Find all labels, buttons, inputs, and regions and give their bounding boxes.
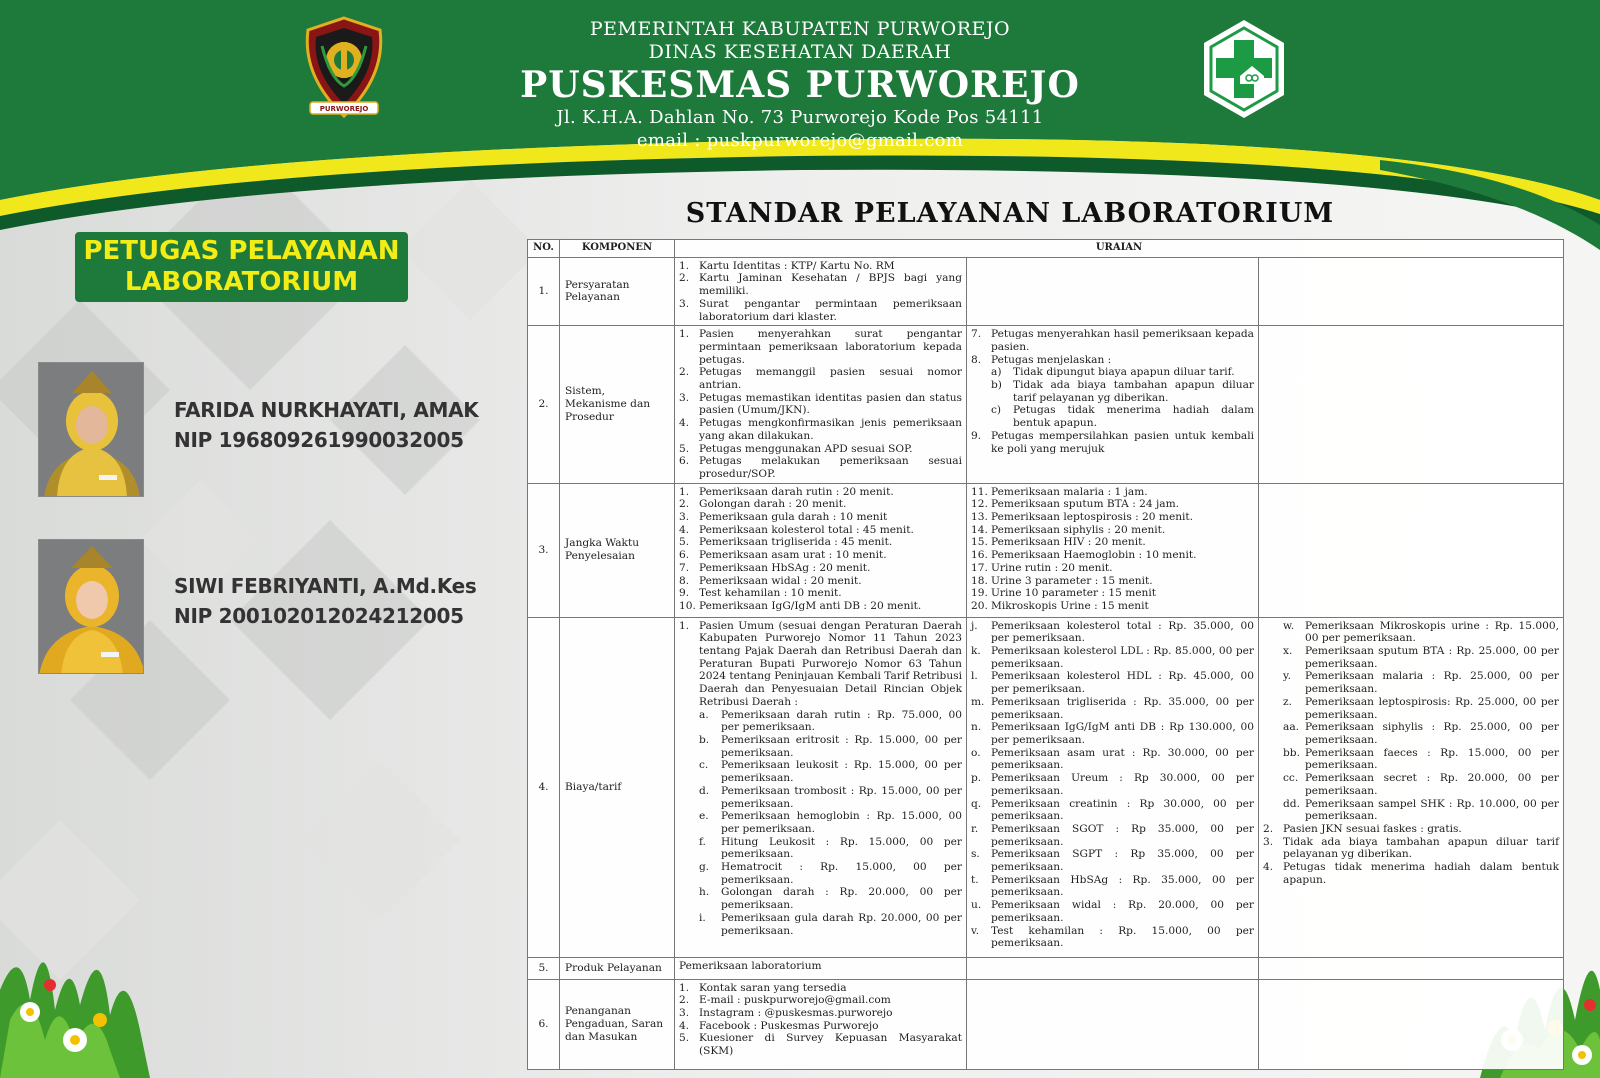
row-detail bbox=[967, 483, 1259, 617]
list-marker: j. bbox=[971, 619, 978, 632]
list-marker: w. bbox=[1283, 619, 1295, 632]
list-item bbox=[971, 772, 1254, 797]
row-number: 6. bbox=[528, 979, 560, 1069]
list-item bbox=[971, 511, 1254, 524]
row-detail-empty bbox=[1259, 257, 1564, 326]
list-marker: a) bbox=[991, 366, 1002, 379]
list-text: E-mail : puskpurworejo@gmail.com bbox=[699, 994, 891, 1007]
list-marker: 4. bbox=[679, 523, 690, 536]
list-text: Pemeriksaan sampel SHK : Rp. 10.000, 00 per pemeriksaan. bbox=[1305, 797, 1559, 823]
table-row bbox=[528, 957, 1564, 979]
row-component: Biaya/tarif bbox=[560, 617, 675, 957]
list-text: Urine rutin : 20 menit. bbox=[991, 561, 1113, 574]
list-item bbox=[971, 562, 1254, 575]
header-email: email : puskpurworejo@gmail.com bbox=[636, 130, 964, 151]
list-text: Pemeriksaan hemoglobin : Rp. 15.000, 00 per pemeriksaan. bbox=[721, 810, 962, 835]
list-marker: i. bbox=[699, 911, 706, 924]
list-marker: m. bbox=[971, 695, 985, 708]
list-marker: 2. bbox=[1263, 822, 1274, 835]
list-text: Pemeriksaan siphylis : 20 menit. bbox=[991, 523, 1166, 536]
list-marker: d. bbox=[699, 784, 710, 797]
row-component: Sistem, Mekanisme dan Prosedur bbox=[560, 326, 675, 483]
list-item bbox=[679, 994, 962, 1007]
list-text: Pemeriksaan HbSAg : Rp. 35.000, 00 per pemeriksaan. bbox=[991, 873, 1254, 899]
list-text: Pemeriksaan sputum BTA : 24 jam. bbox=[991, 498, 1179, 511]
list-text: Pemeriksaan Haemoglobin : 10 menit. bbox=[991, 549, 1197, 562]
list-text: Pemeriksaan kolesterol total : Rp. 35.000, 00 per pemeriksaan. bbox=[991, 619, 1254, 645]
list-marker: 1. bbox=[679, 485, 690, 498]
list-text: Urine 3 parameter : 15 menit. bbox=[991, 574, 1153, 587]
list-text: Petugas tidak menerima hadiah dalam bentuk apapun. bbox=[1013, 404, 1254, 430]
service-standard-table bbox=[527, 239, 1564, 1070]
row-detail bbox=[967, 326, 1259, 483]
list-text: Pemeriksaan trombosit : Rp. 15.000, 00 per pemeriksaan. bbox=[721, 784, 962, 810]
list-item bbox=[679, 810, 962, 835]
list-text: Pemeriksaan eritrosit : Rp. 15.000, 00 per pemeriksaan. bbox=[721, 733, 962, 759]
list-marker: 3. bbox=[679, 391, 690, 404]
list-marker: 6. bbox=[679, 455, 690, 468]
header-department-line: DINAS KESEHATAN DAERAH bbox=[648, 41, 952, 63]
list-text: Pemeriksaan leptospirosis : 20 menit. bbox=[991, 511, 1194, 524]
list-item bbox=[679, 298, 962, 323]
list-item bbox=[679, 1032, 962, 1057]
list-item bbox=[679, 1020, 962, 1033]
list-text: Hematrocit : Rp. 15.000, 00 per pemeriksaan. bbox=[721, 861, 962, 886]
list-item bbox=[1263, 696, 1559, 721]
list-marker: 3. bbox=[679, 511, 690, 524]
list-marker: 2. bbox=[679, 272, 690, 285]
list-marker: 4. bbox=[1263, 861, 1274, 874]
row-component: Produk Pelayanan bbox=[560, 957, 675, 979]
list-marker: 5. bbox=[679, 536, 690, 549]
list-item bbox=[1263, 645, 1559, 670]
table-row bbox=[528, 979, 1564, 1069]
list-text: Tidak ada biaya tambahan apapun diluar tarif pelayanan yg diberikan. bbox=[1283, 835, 1559, 861]
list-marker: b. bbox=[699, 733, 710, 746]
list-item bbox=[679, 536, 962, 549]
list-marker: s. bbox=[971, 848, 980, 861]
list-item bbox=[971, 874, 1254, 899]
list-marker: 16. bbox=[971, 549, 988, 562]
list-marker: g. bbox=[699, 861, 710, 874]
page-title: STANDAR PELAYANAN LABORATORIUM bbox=[685, 198, 1335, 229]
list-marker: 19. bbox=[971, 587, 988, 600]
list-marker: 17. bbox=[971, 561, 988, 574]
staff-nip-1: NIP 196809261990032005 bbox=[174, 428, 464, 452]
list-item bbox=[679, 982, 962, 995]
list-marker: b) bbox=[991, 379, 1002, 392]
list-marker: 7. bbox=[679, 561, 690, 574]
list-text: Pemeriksaan kolesterol total : 45 menit. bbox=[699, 523, 914, 536]
list-item bbox=[971, 670, 1254, 695]
header-text bbox=[480, 18, 1120, 152]
list-text: Golongan darah : 20 menit. bbox=[699, 498, 847, 511]
list-item bbox=[971, 549, 1254, 562]
list-item bbox=[1263, 620, 1559, 645]
list-marker: r. bbox=[971, 822, 979, 835]
table-row bbox=[528, 483, 1564, 617]
row-detail-empty bbox=[1259, 326, 1564, 483]
list-marker: 2. bbox=[679, 498, 690, 511]
list-item bbox=[971, 899, 1254, 924]
list-text: Pemeriksaan trigliserida : Rp. 35.000, 00 per pemeriksaan. bbox=[991, 695, 1254, 721]
list-item bbox=[971, 721, 1254, 746]
list-text: Pemeriksaan kolesterol LDL : Rp. 85.000, 00 per pemeriksaan. bbox=[991, 645, 1254, 670]
list-text: Pemeriksaan widal : 20 menit. bbox=[699, 574, 862, 587]
list-marker: 11. bbox=[971, 485, 988, 498]
list-marker: n. bbox=[971, 721, 982, 734]
list-item bbox=[971, 379, 1254, 404]
list-item bbox=[679, 734, 962, 759]
list-item bbox=[679, 443, 962, 456]
row-detail bbox=[675, 326, 967, 483]
header-title: PUSKESMAS PURWOREJO bbox=[520, 64, 1080, 106]
list-item bbox=[679, 575, 962, 588]
list-item bbox=[971, 798, 1254, 823]
staff-photo-1 bbox=[38, 362, 144, 497]
list-text: Test kehamilan : Rp. 15.000, 00 per pemeriksaan. bbox=[991, 924, 1254, 950]
header-government-line: PEMERINTAH KABUPATEN PURWOREJO bbox=[589, 18, 1011, 40]
list-text: Pemeriksaan Ureum : Rp 30.000, 00 per pemeriksaan. bbox=[991, 772, 1254, 797]
staff-name-1: FARIDA NURKHAYATI, AMAK bbox=[174, 398, 479, 422]
row-detail bbox=[675, 979, 967, 1069]
row-number: 2. bbox=[528, 326, 560, 483]
list-marker: x. bbox=[1283, 645, 1293, 658]
list-marker: o. bbox=[971, 746, 981, 759]
list-item bbox=[679, 709, 962, 734]
list-text: Petugas mengkonfirmasikan jenis pemeriksaan yang akan dilakukan. bbox=[699, 417, 962, 442]
list-text: Tidak dipungut biaya apapun diluar tarif. bbox=[1013, 366, 1235, 379]
list-text: Kontak saran yang tersedia bbox=[699, 981, 847, 994]
staff-photo-2 bbox=[38, 539, 144, 674]
list-text: Pemeriksaan leptospirosis: Rp. 25.000, 00 per pemeriksaan. bbox=[1305, 695, 1559, 721]
list-marker: 3. bbox=[1263, 835, 1274, 848]
list-text: Petugas menggunakan APD sesuai SOP. bbox=[699, 442, 913, 455]
list-text: Kuesioner di Survey Kepuasan Masyarakat (SKM) bbox=[699, 1032, 962, 1058]
list-text: Petugas tidak menerima hadiah dalam bentuk apapun. bbox=[1283, 861, 1559, 886]
list-item bbox=[971, 696, 1254, 721]
list-item bbox=[679, 366, 962, 391]
list-text: Petugas memanggil pasien sesuai nomor antrian. bbox=[699, 366, 962, 392]
list-marker: 1. bbox=[679, 259, 690, 272]
list-text: Tidak ada biaya tambahan apapun diluar tarif pelayanan yg diberikan. bbox=[1013, 379, 1254, 404]
list-marker: cc. bbox=[1283, 772, 1299, 785]
list-marker: k. bbox=[971, 645, 981, 658]
list-text: Petugas mempersilahkan pasien untuk kembali ke poli yang merujuk bbox=[991, 429, 1254, 455]
list-item bbox=[679, 486, 962, 499]
list-item bbox=[679, 759, 962, 784]
row-detail-empty bbox=[967, 957, 1259, 979]
list-item bbox=[1263, 823, 1559, 836]
header-no: NO. bbox=[528, 240, 560, 258]
list-text: Pemeriksaan SGOT : Rp 35.000, 00 per pemeriksaan. bbox=[991, 822, 1254, 848]
person-avatar-icon bbox=[39, 540, 144, 674]
list-marker: 3. bbox=[679, 297, 690, 310]
list-text: Petugas menjelaskan : bbox=[991, 353, 1112, 366]
list-text: Petugas menyerahkan hasil pemeriksaan kepada pasien. bbox=[991, 328, 1254, 353]
list-marker: p. bbox=[971, 772, 982, 785]
list-marker: q. bbox=[971, 797, 982, 810]
list-text: Pasien JKN sesuai faskes : gratis. bbox=[1283, 822, 1462, 835]
list-marker: a. bbox=[699, 708, 709, 721]
list-text: Pemeriksaan sputum BTA : Rp. 25.000, 00 per pemeriksaan. bbox=[1305, 645, 1559, 670]
list-text: Pasien menyerahkan surat pengantar permintaan pemeriksaan laboratorium kepada petugas. bbox=[699, 328, 962, 366]
list-text: Pemeriksaan darah rutin : Rp. 75.000, 00 per pemeriksaan. bbox=[721, 708, 962, 734]
list-item bbox=[1263, 861, 1559, 886]
list-item bbox=[971, 328, 1254, 353]
row-detail bbox=[1259, 617, 1564, 957]
list-marker: 12. bbox=[971, 498, 988, 511]
list-marker: dd. bbox=[1283, 797, 1300, 810]
list-text: Pemeriksaan siphylis : Rp. 25.000, 00 per pemeriksaan. bbox=[1305, 721, 1559, 746]
row-detail bbox=[675, 257, 967, 326]
person-avatar-icon bbox=[39, 363, 144, 497]
list-item bbox=[971, 620, 1254, 645]
list-marker: e. bbox=[699, 810, 709, 823]
list-item bbox=[679, 417, 962, 442]
list-item bbox=[679, 587, 962, 600]
list-marker: z. bbox=[1283, 695, 1292, 708]
list-text: Pemeriksaan leukosit : Rp. 15.000, 00 per pemeriksaan. bbox=[721, 759, 962, 785]
list-text: Pemeriksaan kolesterol HDL : Rp. 45.000, 00 per pemeriksaan. bbox=[991, 670, 1254, 696]
list-item bbox=[971, 587, 1254, 600]
list-item bbox=[1263, 721, 1559, 746]
list-marker: 13. bbox=[971, 511, 988, 524]
list-item bbox=[971, 925, 1254, 950]
list-item bbox=[679, 455, 962, 480]
list-item bbox=[679, 861, 962, 886]
list-marker: h. bbox=[699, 886, 710, 899]
list-marker: 8. bbox=[971, 353, 982, 366]
list-text: Pemeriksaan creatinin : Rp 30.000, 00 per pemeriksaan. bbox=[991, 797, 1254, 823]
list-item bbox=[971, 524, 1254, 537]
list-text: Petugas melakukan pemeriksaan sesuai prosedur/SOP. bbox=[699, 455, 962, 480]
list-item bbox=[679, 912, 962, 937]
row-component: Persyaratan Pelayanan bbox=[560, 257, 675, 326]
list-text: Pemeriksaan IgG/IgM anti DB : 20 menit. bbox=[699, 599, 922, 612]
table-row bbox=[528, 257, 1564, 326]
list-marker: 9. bbox=[679, 587, 690, 600]
petugas-title-line2: LABORATORIUM bbox=[124, 267, 359, 297]
list-item bbox=[1263, 670, 1559, 695]
table-row bbox=[528, 617, 1564, 957]
list-text: Pemeriksaan SGPT : Rp 35.000, 00 per pemeriksaan. bbox=[991, 848, 1254, 874]
list-item bbox=[971, 848, 1254, 873]
list-item bbox=[1263, 772, 1559, 797]
list-item bbox=[679, 785, 962, 810]
list-text: Pemeriksaan asam urat : Rp. 30.000, 00 per pemeriksaan. bbox=[991, 746, 1254, 772]
list-marker: bb. bbox=[1283, 746, 1300, 759]
list-marker: 4. bbox=[679, 1019, 690, 1032]
purworejo-emblem-logo bbox=[300, 16, 388, 120]
list-text: Golongan darah : Rp. 20.000, 00 per pemeriksaan. bbox=[721, 886, 962, 912]
row-number: 4. bbox=[528, 617, 560, 957]
list-item bbox=[971, 645, 1254, 670]
list-text: Test kehamilan : 10 menit. bbox=[699, 587, 842, 600]
list-text: Pemeriksaan HbSAg : 20 menit. bbox=[699, 561, 871, 574]
list-item bbox=[679, 498, 962, 511]
row-detail: Pemeriksaan laboratorium bbox=[675, 957, 967, 979]
header-address: Jl. K.H.A. Dahlan No. 73 Purworejo Kode Pos 54111 bbox=[556, 107, 1044, 128]
list-marker: 8. bbox=[679, 574, 690, 587]
list-text: Petugas memastikan identitas pasien dan status pasien (Umum/JKN). bbox=[699, 391, 962, 417]
list-text: Pemeriksaan HIV : 20 menit. bbox=[991, 536, 1146, 549]
list-marker: 15. bbox=[971, 536, 988, 549]
list-marker: 9. bbox=[971, 429, 982, 442]
list-marker: u. bbox=[971, 899, 982, 912]
list-item bbox=[679, 272, 962, 297]
list-marker: 14. bbox=[971, 523, 988, 536]
logo-ribbon-text: PURWOREJO bbox=[319, 105, 369, 113]
puskesmas-logo bbox=[1200, 18, 1288, 120]
table-row bbox=[528, 326, 1564, 483]
list-item bbox=[971, 823, 1254, 848]
list-marker: 5. bbox=[679, 442, 690, 455]
list-text: Pemeriksaan gula darah : 10 menit bbox=[699, 511, 888, 524]
list-item bbox=[971, 747, 1254, 772]
row-detail-empty bbox=[967, 979, 1259, 1069]
list-item bbox=[971, 354, 1254, 367]
header-komponen: KOMPONEN bbox=[560, 240, 675, 258]
staff-nip-2: NIP 200102012024212005 bbox=[174, 604, 464, 628]
list-marker: c) bbox=[991, 404, 1002, 417]
list-text: Pemeriksaan darah rutin : 20 menit. bbox=[699, 485, 894, 498]
list-marker: 5. bbox=[679, 1032, 690, 1045]
list-text: Kartu Identitas : KTP/ Kartu No. RM bbox=[699, 259, 895, 272]
list-item bbox=[1263, 747, 1559, 772]
list-text: Pemeriksaan gula darah Rp. 20.000, 00 per pemeriksaan. bbox=[721, 911, 962, 937]
list-item bbox=[971, 498, 1254, 511]
list-marker: y. bbox=[1283, 670, 1291, 683]
list-marker: f. bbox=[699, 835, 706, 848]
row-detail-empty bbox=[1259, 979, 1564, 1069]
list-text: Pemeriksaan IgG/IgM anti DB : Rp 130.000, 00 per pemeriksaan. bbox=[991, 721, 1254, 746]
row-component: Jangka Waktu Penyelesaian bbox=[560, 483, 675, 617]
list-item bbox=[679, 886, 962, 911]
list-marker: 4. bbox=[679, 417, 690, 430]
header-uraian: URAIAN bbox=[675, 240, 1564, 258]
list-marker: l. bbox=[971, 670, 978, 683]
list-item bbox=[971, 600, 1254, 613]
row-number: 3. bbox=[528, 483, 560, 617]
list-marker: v. bbox=[971, 924, 980, 937]
list-marker: 20. bbox=[971, 599, 988, 612]
list-text: Instagram : @puskesmas.purworejo bbox=[699, 1007, 893, 1020]
list-item bbox=[1263, 798, 1559, 823]
list-item bbox=[679, 328, 962, 366]
list-item bbox=[971, 575, 1254, 588]
list-text: Pemeriksaan malaria : 1 jam. bbox=[991, 485, 1148, 498]
list-item bbox=[971, 486, 1254, 499]
row-detail bbox=[675, 617, 967, 957]
list-item bbox=[1263, 836, 1559, 861]
list-item bbox=[679, 260, 962, 273]
list-marker: 7. bbox=[971, 328, 982, 341]
list-marker: t. bbox=[971, 873, 979, 886]
list-text: Pemeriksaan trigliserida : 45 menit. bbox=[699, 536, 893, 549]
list-item bbox=[679, 524, 962, 537]
list-text: Kartu Jaminan Kesehatan / BPJS bagi yang memiliki. bbox=[699, 272, 962, 298]
row-number: 5. bbox=[528, 957, 560, 979]
list-text: Hitung Leukosit : Rp. 15.000, 00 per pemeriksaan. bbox=[721, 835, 962, 861]
row-detail-empty bbox=[1259, 957, 1564, 979]
table-header-row bbox=[528, 240, 1564, 258]
list-item bbox=[971, 366, 1254, 379]
row-number: 1. bbox=[528, 257, 560, 326]
list-text: Pemeriksaan secret : Rp. 20.000, 00 per pemeriksaan. bbox=[1305, 772, 1559, 797]
list-item bbox=[971, 430, 1254, 455]
row-detail-empty bbox=[967, 257, 1259, 326]
list-item: 1. Pasien Umum (sesuai dengan Peraturan Daerah Kabupaten Purworejo Nomor 11 Tahun 2023 tentang Pajak Daerah dan Retribusi Daerah dan Peraturan Bupati Purworejo Nomor 63 Tahun 2024 tentang Peninjauan Kembali Tarif Retribusi Daerah dan Penyesuaian Detail Rincian Objek Retribusi Daerah : bbox=[679, 619, 962, 708]
list-item bbox=[679, 562, 962, 575]
list-text: Surat pengantar permintaan pemeriksaan laboratorium dari klaster. bbox=[699, 297, 962, 323]
list-text: Facebook : Puskesmas Purworejo bbox=[699, 1019, 879, 1032]
list-marker: 2. bbox=[679, 366, 690, 379]
list-marker: 1. bbox=[679, 328, 690, 341]
petugas-title-line1: PETUGAS PELAYANAN bbox=[83, 236, 400, 266]
list-item bbox=[679, 1007, 962, 1020]
list-marker: aa. bbox=[1283, 721, 1299, 734]
list-item bbox=[971, 404, 1254, 429]
list-marker: c. bbox=[699, 759, 709, 772]
list-item bbox=[679, 549, 962, 562]
list-text: Urine 10 parameter : 15 menit bbox=[991, 587, 1157, 600]
list-item bbox=[679, 600, 962, 613]
list-marker: 6. bbox=[679, 549, 690, 562]
list-text: Pemeriksaan asam urat : 10 menit. bbox=[699, 549, 887, 562]
petugas-title-box bbox=[75, 232, 408, 302]
list-text: Pemeriksaan widal : Rp. 20.000, 00 per pemeriksaan. bbox=[991, 899, 1254, 924]
list-marker: 18. bbox=[971, 574, 988, 587]
staff-name-2: SIWI FEBRIYANTI, A.Md.Kes bbox=[174, 574, 477, 598]
list-text: Pemeriksaan faeces : Rp. 15.000, 00 per pemeriksaan. bbox=[1305, 746, 1559, 772]
list-marker: 3. bbox=[679, 1007, 690, 1020]
list-text: Pemeriksaan Mikroskopis urine : Rp. 15.000, 00 per pemeriksaan. bbox=[1305, 619, 1559, 645]
list-item bbox=[679, 392, 962, 417]
list-marker: 1. bbox=[679, 981, 690, 994]
list-marker: 10. bbox=[679, 599, 696, 612]
row-detail bbox=[967, 617, 1259, 957]
row-detail-empty bbox=[1259, 483, 1564, 617]
row-component: Penanganan Pengaduan, Saran dan Masukan bbox=[560, 979, 675, 1069]
list-item bbox=[679, 511, 962, 524]
list-item bbox=[971, 536, 1254, 549]
row-detail bbox=[675, 483, 967, 617]
list-text: Mikroskopis Urine : 15 menit bbox=[991, 599, 1149, 612]
list-item bbox=[679, 836, 962, 861]
list-marker: 2. bbox=[679, 994, 690, 1007]
list-text: Pemeriksaan malaria : Rp. 25.000, 00 per pemeriksaan. bbox=[1305, 670, 1559, 696]
